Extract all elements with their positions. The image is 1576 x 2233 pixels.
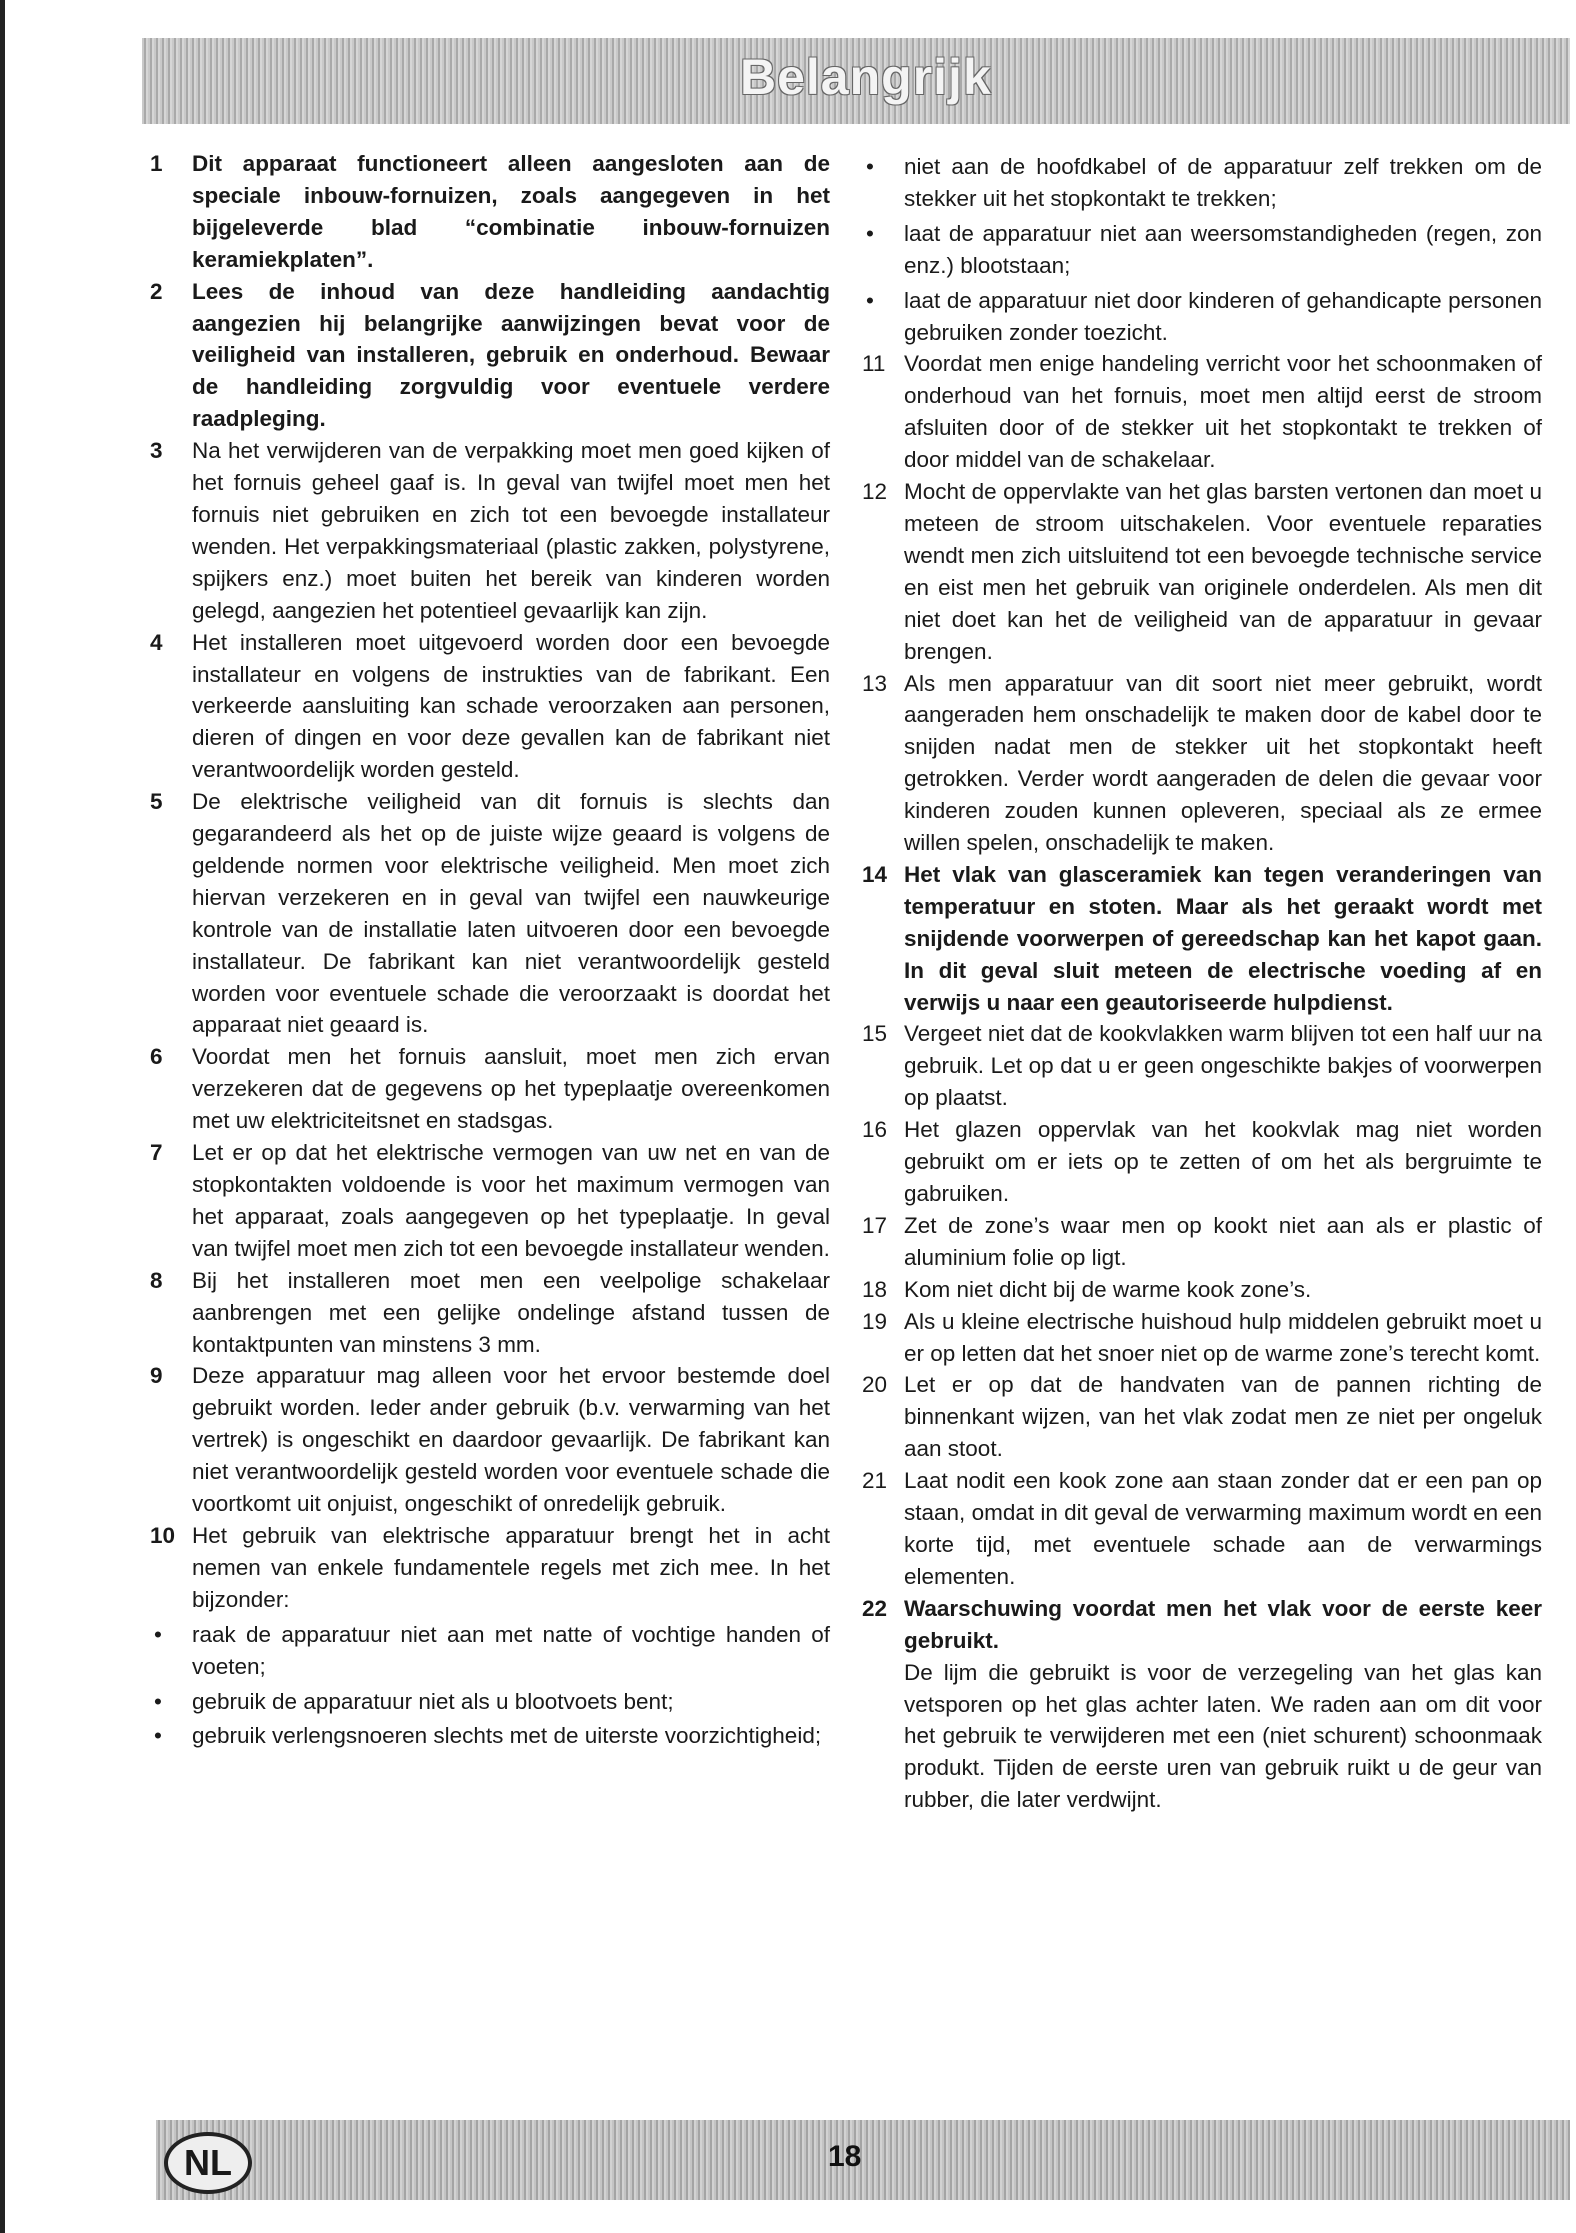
list-item	[862, 1274, 1542, 1306]
item-number: 14	[862, 861, 888, 887]
item-text: Na het verwijderen van de verpakking moet men goed kijken of het fornuis geheel gaaf is. In geval van twijfel moet men het fornuis niet gebruiken en zich tot een bevoegde installateur wenden. Het verpakkingsmateriaal (plastic zakken, polystyrene, spijkers enz.) moet buiten het bereik van kinderen worden gelegd, aangezien het potentieel gevaarlijk kan zijn.	[192, 438, 830, 623]
bullet-item	[150, 1686, 830, 1718]
item-text: Het installeren moet uitgevoerd worden door een bevoegde installateur en volgens de instrukties van de fabrikant. Een verkeerde aansluiting kan schade veroorzaken aan personen, dieren of dingen en voor deze gevallen kan de fabrikant niet verantwoordelijk worden gesteld.	[192, 629, 830, 783]
list-item	[862, 1018, 1542, 1114]
item-number: 6	[150, 1044, 163, 1070]
footer-band	[156, 2120, 1570, 2200]
bullet-icon: •	[154, 1723, 162, 1749]
item-number: 17	[862, 1212, 888, 1238]
bullet-item	[862, 151, 1542, 215]
item-text: Let er op dat de handvaten van de pannen richting de binnenkant wijzen, van het vlak zodat men ze niet per ongeluk aan stoot.	[904, 1372, 1542, 1462]
item-text: Laat nodit een kook zone aan staan zonder dat er een pan op staan, omdat in dit geval de verwarming maximum wordt en een korte tijd, met eventuele schade aan de verwarmings elementen.	[904, 1468, 1542, 1589]
list-item	[150, 1265, 830, 1361]
list-item	[862, 1465, 1542, 1593]
item-bold-text: Lees de inhoud van deze handleiding aandachtig aangezien hij belangrijke aanwijzingen bevat voor de veiligheid van installeren, gebruik en onderhoud. Bewaar de handleiding zorgvuldig voor eventuele verdere raadpleging.	[192, 278, 830, 432]
list-item	[862, 476, 1542, 667]
item-number: 5	[150, 789, 163, 815]
item-number: 8	[150, 1267, 163, 1293]
item-number: 13	[862, 670, 888, 696]
item-bold-text: Waarschuwing voordat men het vlak voor de eerste keer gebruikt.	[904, 1595, 1542, 1653]
bullet-item	[150, 1619, 830, 1683]
bullet-text: gebruik verlengsnoeren slechts met de uiterste voorzichtigheid;	[192, 1723, 822, 1749]
item-text: Mocht de oppervlakte van het glas barsten vertonen dan moet u meteen de stroom uitschakelen. Voor eventuele reparaties wendt men zich uitsluitend tot een bevoegde technische service en eist men het gebruik van originele onderdelen. Als men dit niet doet kan het de veiligheid van de apparatuur in gevaar brengen.	[904, 479, 1542, 664]
item-text: Het glazen oppervlak van het kookvlak mag niet worden gebruikt om er iets op te zetten of om het als bergruimte te gabruiken.	[904, 1117, 1542, 1206]
bullet-text: gebruik de apparatuur niet als u blootvoets bent;	[192, 1688, 674, 1714]
item-text: Zet de zone’s waar men op kookt niet aan als er plastic of aluminium folie op ligt.	[904, 1212, 1542, 1270]
bullet-item	[862, 285, 1542, 349]
list-item	[862, 348, 1542, 476]
list-item	[150, 276, 830, 436]
list-item	[150, 1041, 830, 1137]
left-column	[150, 148, 830, 1752]
item-text: De elektrische veiligheid van dit fornuis is slechts dan gegarandeerd als het op de juiste wijze geaard is volgens de geldende normen voor elektrische veiligheid. Men moet zich hiervan verzekeren en in geval van twijfel een nauwkeurige kontrole van de installatie laten uitvoeren door een bevoegde installateur. De fabrikant kan niet verantwoordelijk gesteld worden voor eventuele schade die veroorzaakt is doordat het apparaat niet geaard is.	[192, 789, 830, 1038]
item-number: 22	[862, 1595, 888, 1621]
item-number: 20	[862, 1372, 888, 1398]
right-column	[862, 148, 1542, 1816]
item-number: 12	[862, 479, 888, 505]
item-number: 18	[862, 1276, 888, 1302]
item-number: 11	[862, 351, 886, 377]
list-item	[150, 1520, 830, 1616]
item-text: Als men apparatuur van dit soort niet meer gebruikt, wordt aangeraden hem onschadelijk te maken door de kabel door te snijden nadat men de stekker uit het stopkontakt heeft getrokken. Verder wordt aangeraden de delen die gevaar voor kinderen zouden kunnen opleveren, speciaal als ze ermee willen spelen, onschadelijk te maken.	[904, 670, 1542, 856]
list-item	[150, 148, 830, 276]
bullet-text: niet aan de hoofdkabel of de apparatuur zelf trekken om de stekker uit het stopkontakt te trekken;	[904, 154, 1542, 211]
item-number: 9	[150, 1363, 163, 1389]
list-item	[862, 1369, 1542, 1465]
item-number: 7	[150, 1140, 163, 1166]
item-number: 1	[150, 151, 163, 176]
item-text: Kom niet dicht bij de warme kook zone’s.	[904, 1276, 1312, 1302]
item-number: 3	[150, 438, 163, 464]
item-text: Als u kleine electrische huishoud hulp middelen gebruikt moet u er op letten dat het snoer niet op de warme zone’s terecht komt.	[904, 1308, 1542, 1366]
item-number: 19	[862, 1308, 888, 1334]
list-item	[150, 786, 830, 1041]
list-item	[150, 1137, 830, 1265]
list-item	[862, 1593, 1542, 1816]
bullet-item	[150, 1720, 830, 1752]
item-bold-text: Dit apparaat functioneert alleen aangesloten aan de speciale inbouw-fornuizen, zoals aangegeven in het bijgeleverde blad “combinatie inbouw-fornuizen keramiekplaten”.	[192, 151, 830, 272]
list-item	[150, 627, 830, 787]
item-number: 15	[862, 1021, 888, 1047]
item-number: 10	[150, 1522, 176, 1548]
page-edge-rule	[0, 0, 5, 2233]
bullet-icon: •	[866, 220, 874, 246]
item-text: Voordat men enige handeling verricht voor het schoonmaken of onderhoud van het fornuis, moet men altijd eerst de stroom afsluiten door of de stekker uit het stopkontakt te trekken of door middel van de schakelaar.	[904, 351, 1542, 473]
item-bold-text: Het vlak van glasceramiek kan tegen veranderingen van temperatuur en stoten. Maar als het geraakt wordt met snijdende voorwerpen of gereedschap kan het kapot gaan. In dit geval sluit meteen de electrische voeding af en verwijs u naar een geautoriseerde hulpdienst.	[904, 861, 1542, 1015]
item-number: 4	[150, 629, 163, 655]
item-number: 16	[862, 1117, 888, 1143]
bullet-text: laat de apparatuur niet aan weersomstandigheden (regen, zon enz.) blootstaan;	[904, 220, 1542, 278]
list-item	[862, 1114, 1542, 1210]
list-item	[150, 1360, 830, 1520]
item-text: Vergeet niet dat de kookvlakken warm blijven tot een half uur na gebruik. Let op dat u er geen ongeschikte bakjes of voorwerpen op plaatst.	[904, 1021, 1542, 1111]
language-badge: NL	[164, 2132, 252, 2194]
item-text: Let er op dat het elektrische vermogen van uw net en van de stopkontakten voldoende is voor het maximum vermogen van het apparaat, zoals aangegeven op het typeplaatje. In geval van twijfel moet men zich tot een bevoegde installateur wenden.	[192, 1140, 830, 1261]
list-item	[862, 668, 1542, 859]
item-text: Voordat men het fornuis aansluit, moet men zich ervan verzekeren dat de gegevens op het typeplaatje overeenkomen met uw elektriciteitsnet en stadsgas.	[192, 1044, 830, 1134]
list-item	[862, 1210, 1542, 1274]
bullet-icon: •	[866, 154, 874, 179]
bullet-icon: •	[154, 1621, 162, 1647]
item-text: Bij het installeren moet men een veelpolige schakelaar aanbrengen met een gelijke ondelinge afstand tussen de kontaktpunten van minstens 3 mm.	[192, 1267, 830, 1357]
page-number: 18	[828, 2140, 862, 2173]
list-item	[150, 435, 830, 626]
page-title: Belangrijk	[740, 49, 992, 105]
list-item	[862, 859, 1542, 1019]
bullet-icon: •	[866, 287, 874, 313]
list-item	[862, 1306, 1542, 1370]
item-text: Deze apparatuur mag alleen voor het ervoor bestemde doel gebruikt worden. Ieder ander gebruik (b.v. verwarming van het vertrek) is ongeschikt en daardoor gevaarlijk. De fabrikant kan niet verantwoordelijk gesteld worden voor eventuele schade die voortkomt uit onjuist, ongeschikt of onredelijk gebruik.	[192, 1363, 830, 1517]
bullet-text: laat de apparatuur niet door kinderen of gehandicapte personen gebruiken zonder toezicht.	[904, 287, 1542, 345]
item-number: 2	[150, 278, 163, 304]
bullet-text: raak de apparatuur niet aan met natte of vochtige handen of voeten;	[192, 1621, 830, 1679]
item-text: Het gebruik van elektrische apparatuur brengt het in acht nemen van enkele fundamentele regels met zich mee. In het bijzonder:	[192, 1522, 830, 1612]
item-text: De lijm die gebruikt is voor de verzegeling van het glas kan vetsporen op het glas achter laten. We raden aan om dit voor het gebruik te verwijderen met een (niet schurent) schoonmaak produkt. Tijden de eerste uren van gebruik ruikt u de geur van rubber, die later verdwijnt.	[904, 1659, 1542, 1813]
item-number: 21	[862, 1468, 888, 1494]
bullet-item	[862, 218, 1542, 282]
bullet-icon: •	[154, 1688, 162, 1714]
